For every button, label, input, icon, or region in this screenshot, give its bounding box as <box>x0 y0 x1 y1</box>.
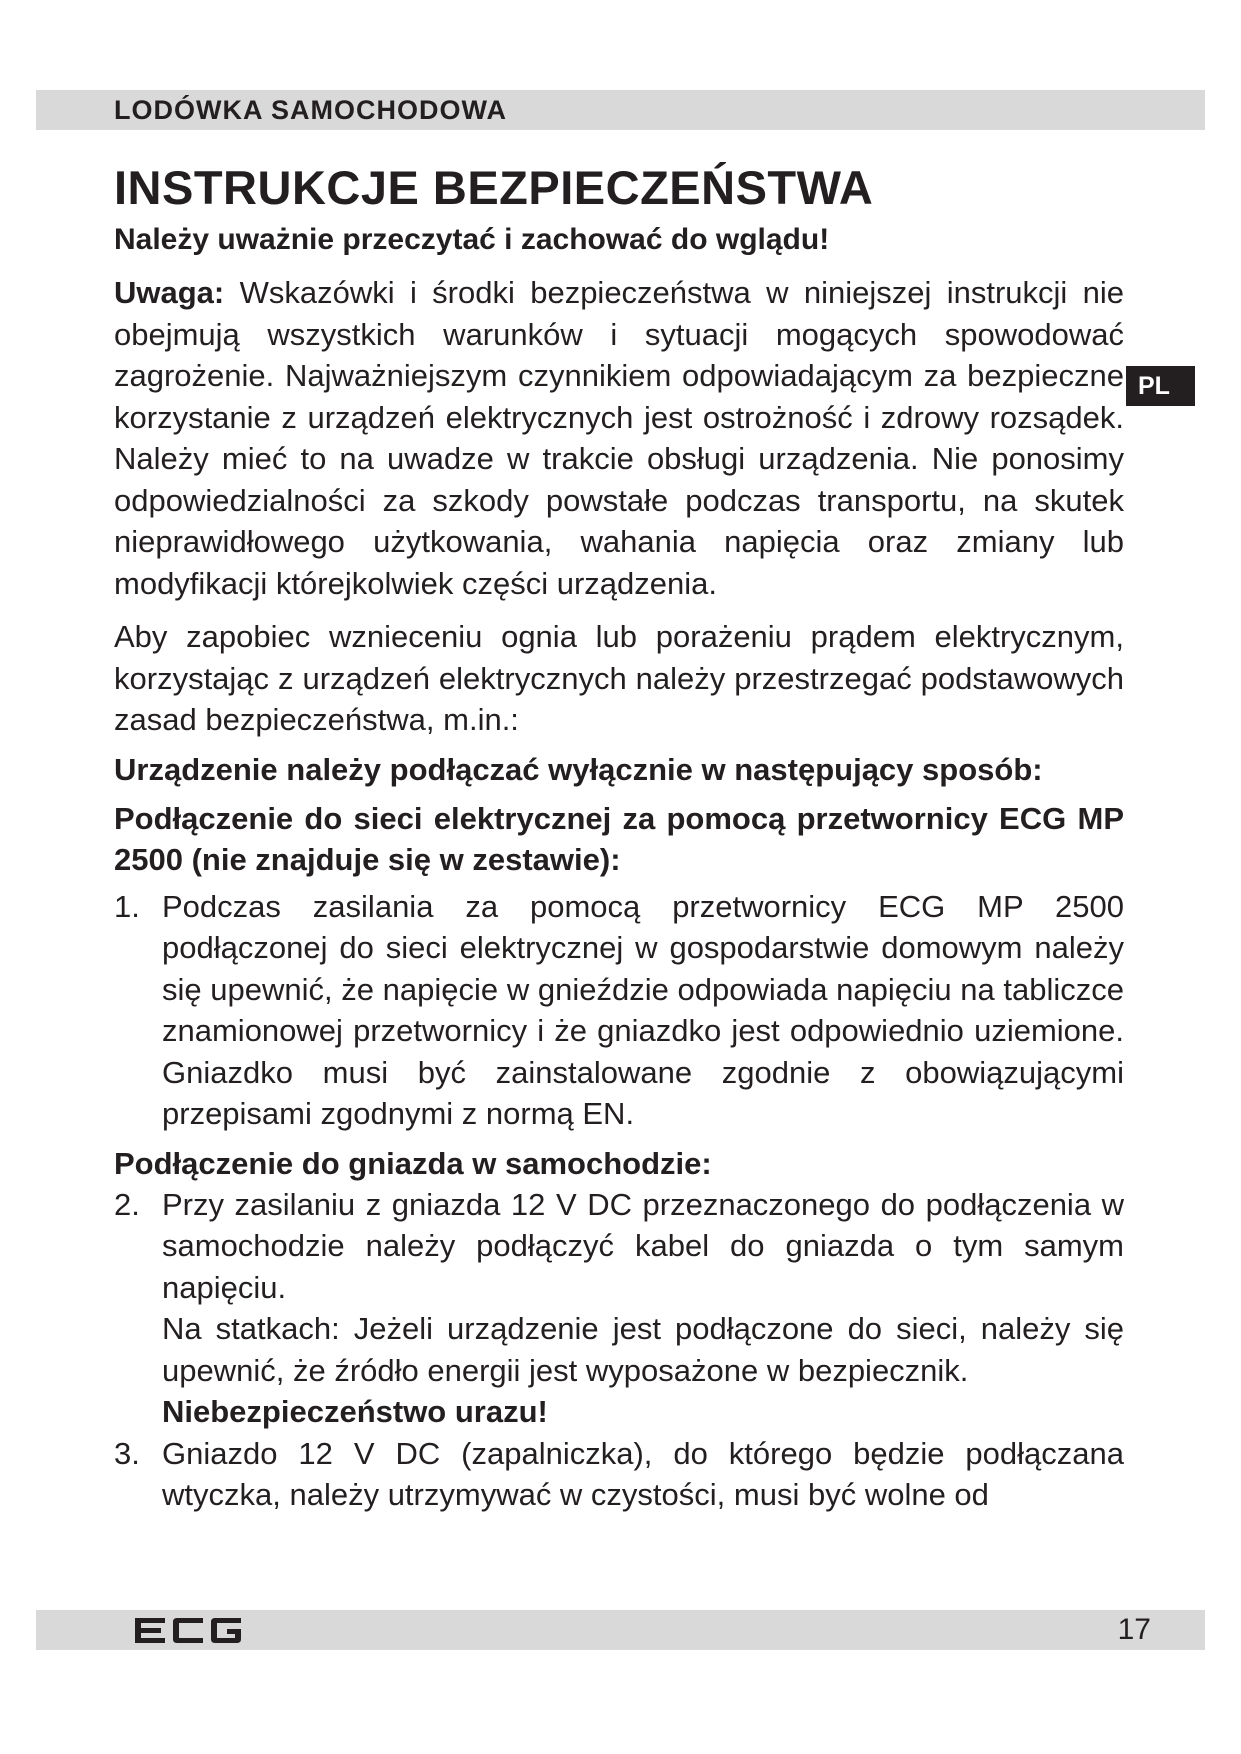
list-item <box>114 1433 1124 1516</box>
subtitle: Należy uważnie przeczytać i zachować do wglądu! <box>114 223 830 256</box>
list-item <box>114 1184 1124 1433</box>
ship-note: Na statkach: Jeżeli urządzenie jest podłączone do sieci, należy się upewnić, że źródło energii jest wyposażone w bezpiecznik. <box>162 1311 1124 1388</box>
mains-heading: Podłączenie do sieci elektrycznej za pomocą przetwornicy ECG MP 2500 (nie znajduje się w zestawie): <box>114 800 1124 877</box>
page-number: 17 <box>1117 1613 1151 1646</box>
list-item <box>114 886 1124 1135</box>
warning-label: Uwaga: <box>114 275 225 310</box>
warning-paragraph <box>114 272 1124 604</box>
footer-bar <box>36 1610 1205 1650</box>
list-item-text: Gniazdo 12 V DC (zapalniczka), do którego będzie podłączana wtyczka, należy utrzymywać w czystości, musi być wolne od <box>162 1435 1124 1512</box>
car-heading: Podłączenie do gniazda w samochodzie: <box>114 1145 712 1181</box>
list-item-text: Podczas zasilania za pomocą przetwornicy ECG MP 2500 podłączonej do sieci elektrycznej w gospodarstwie domowym należy się upewnić, że napięcie w gnieździe odpowiada napięciu na tabliczce znamionowej przetwornicy i że gniazdko jest odpowiednio uziemione. Gniazdko musi być zainstalowane zgodnie z obowiązującymi przepisami zgodnymi z normą EN. <box>162 888 1124 1131</box>
language-tab: PL <box>1126 366 1195 406</box>
page-title: INSTRUKCJE BEZPIECZEŃSTWA <box>114 161 874 214</box>
ecg-logo <box>131 1612 251 1648</box>
header-bar <box>36 90 1205 130</box>
main-content <box>114 160 1124 1516</box>
list-item-number: 3. <box>114 1435 140 1471</box>
list-item-number: 2. <box>114 1186 140 1222</box>
list-item-number: 1. <box>114 888 140 924</box>
header-title: LODÓWKA SAMOCHODOWA <box>114 95 507 125</box>
connect-heading: Urządzenie należy podłączać wyłącznie w następujący sposób: <box>114 751 1043 787</box>
intro-paragraph: Aby zapobiec wznieceniu ognia lub porażeniu prądem elektrycznym, korzystając z urządzeń elektrycznych należy przestrzegać podstawowych zasad bezpieczeństwa, m.in.: <box>114 619 1124 737</box>
list-item-text: Przy zasilaniu z gniazda 12 V DC przeznaczonego do podłączenia w samochodzie należy podłączyć kabel do gniazda o tym samym napięciu. <box>162 1186 1124 1305</box>
warning-text: Wskazówki i środki bezpieczeństwa w niniejszej instrukcji nie obejmują wszystkich warunków i sytuacji mogących spowodować zagrożenie. Najważniejszym czynnikiem odpowiadającym za bezpieczne korzystanie z urządzeń elektrycznych jest ostrożność i zdrowy rozsądek. Należy mieć to na uwadze w trakcie obsługi urządzenia. Nie ponosimy odpowiedzialności za szkody powstałe podczas transportu, na skutek nieprawidłowego użytkowania, wahania napięcia oraz zmiany lub modyfikacji którejkolwiek części urządzenia. <box>114 275 1124 601</box>
danger-note: Niebezpieczeństwo urazu! <box>162 1394 548 1429</box>
